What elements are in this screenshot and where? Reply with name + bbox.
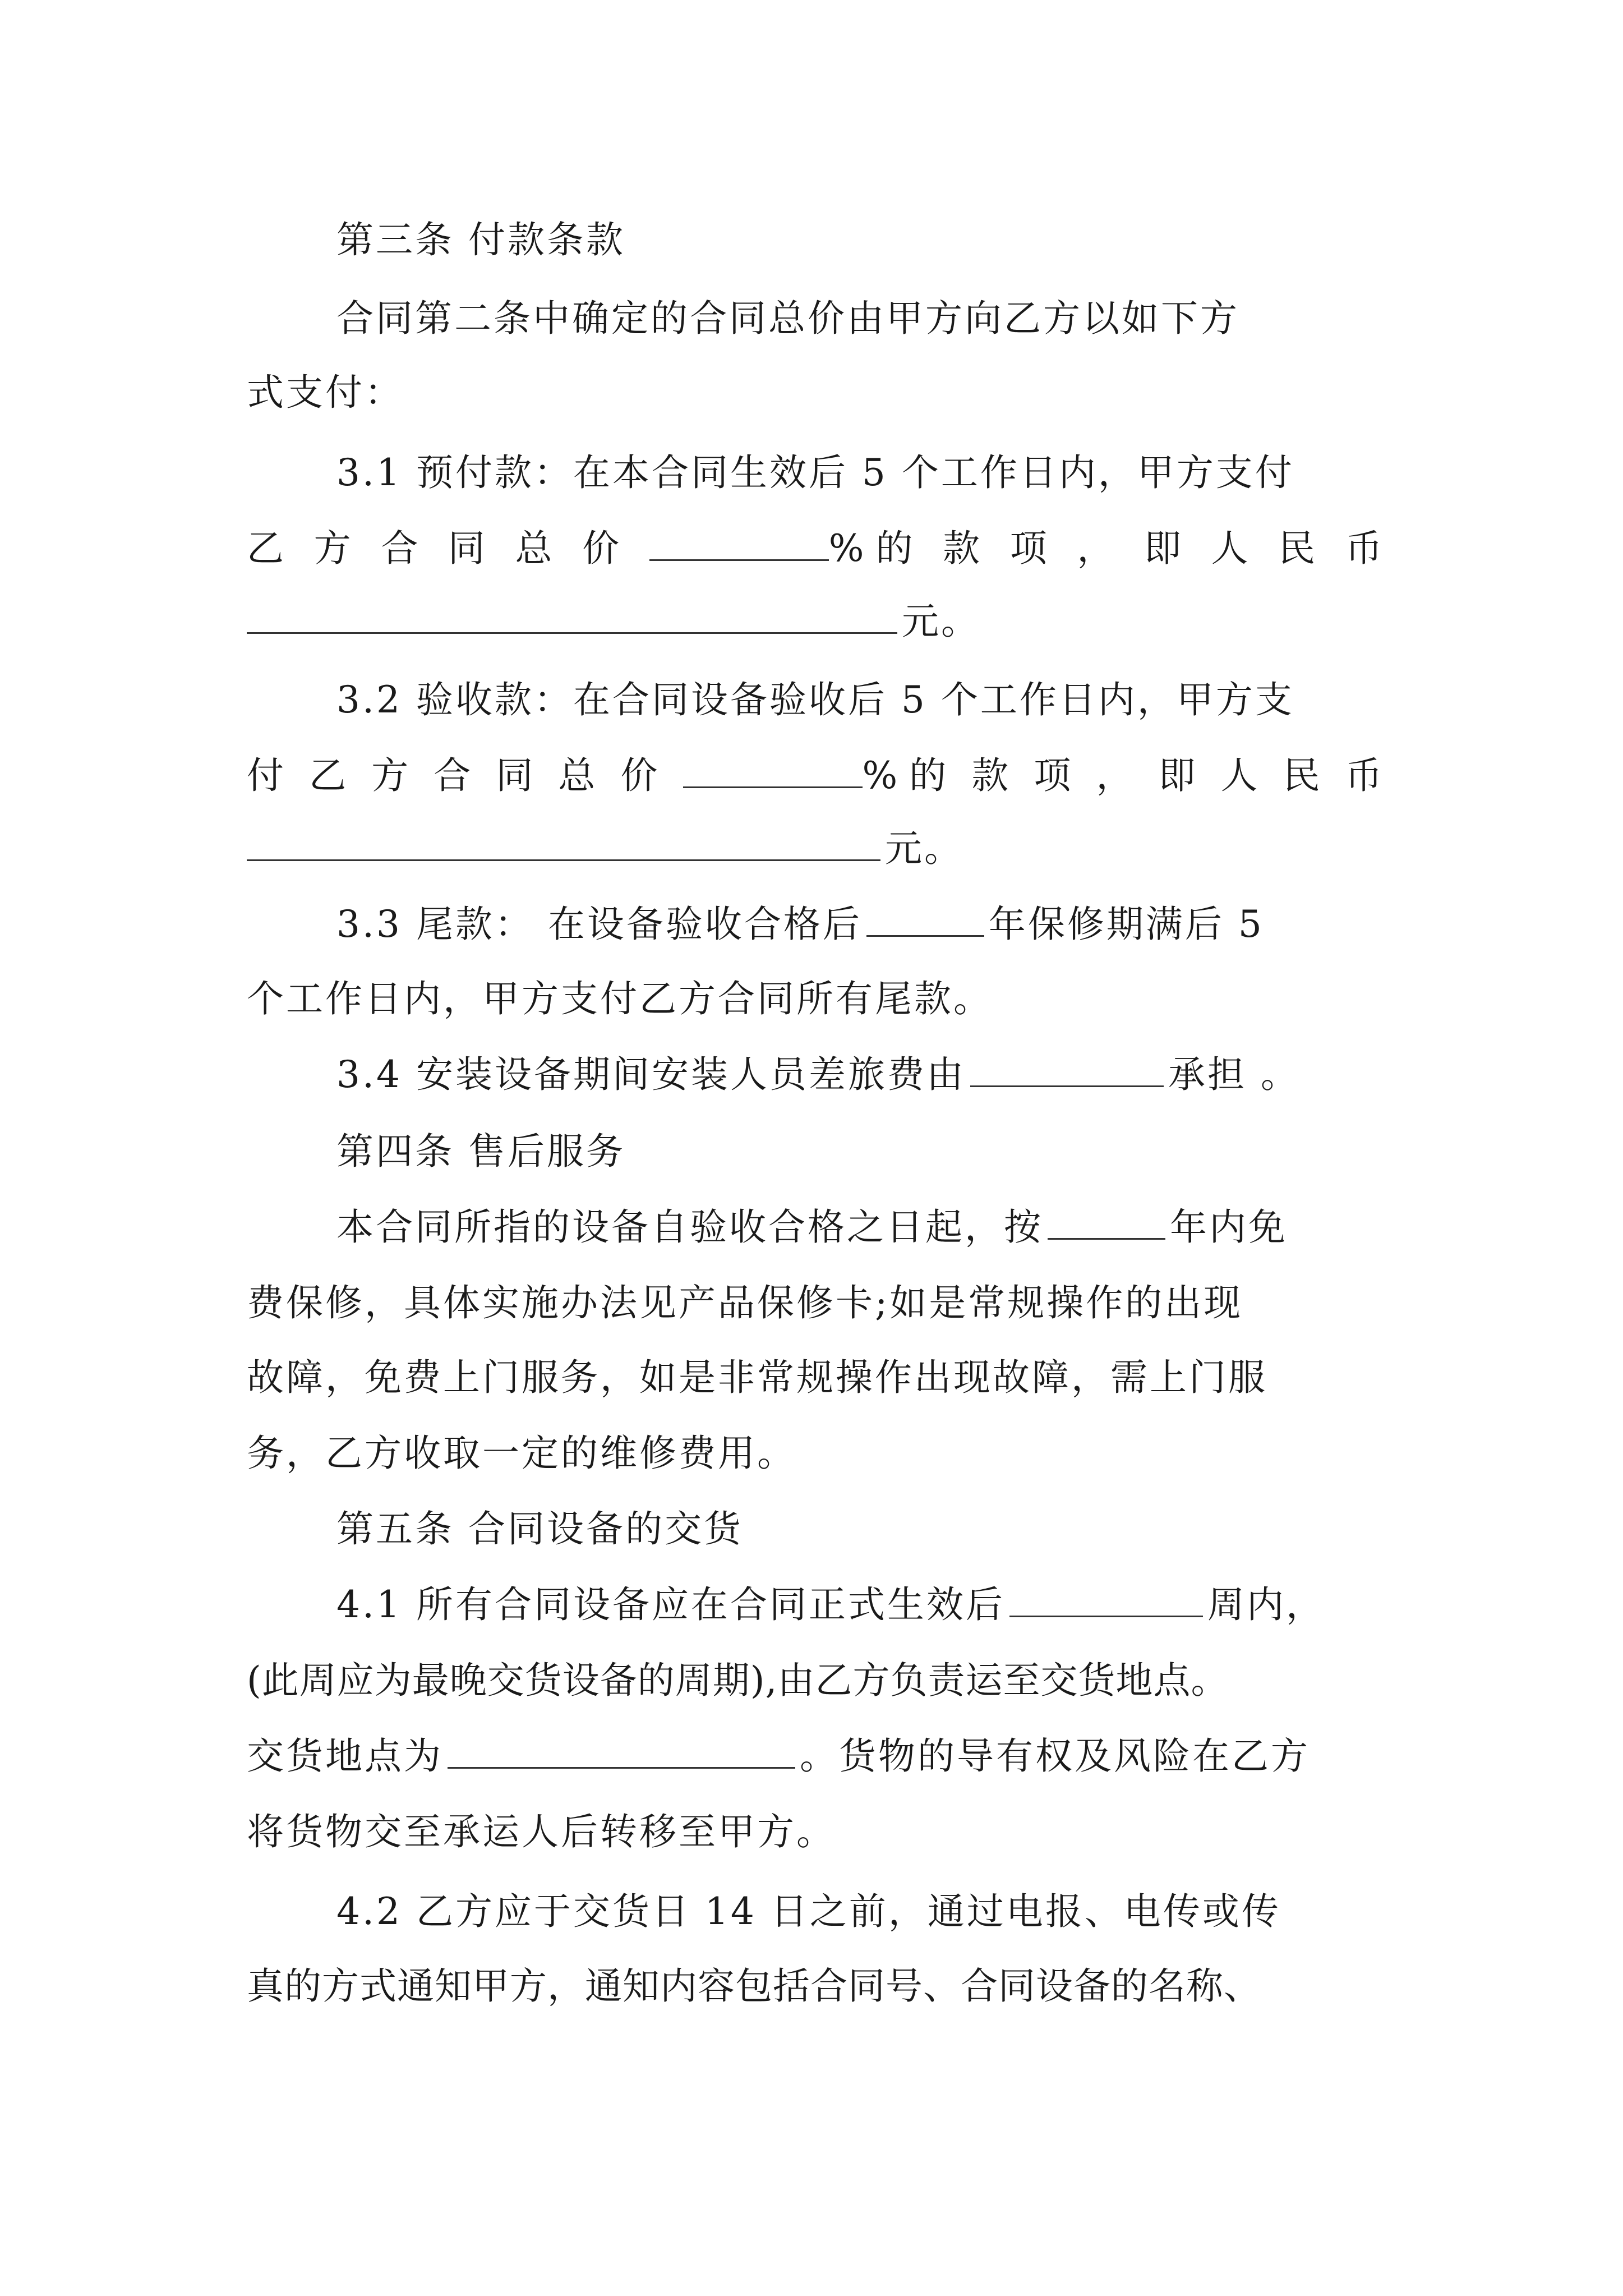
text-char: 民 bbox=[1283, 754, 1320, 797]
text-char: 方 bbox=[313, 527, 351, 570]
article-3-heading: 第三条 付款条款 bbox=[336, 218, 625, 261]
text-char: 同 bbox=[448, 527, 485, 570]
article-3-intro-line-2: 式支付： bbox=[247, 371, 404, 414]
text-part: 3.4 安装设备期间安装人员差旅费由 bbox=[336, 1053, 966, 1096]
text-char: 人 bbox=[1220, 754, 1258, 797]
clause-4-2-line-2: 真的方式通知甲方，通知内容包括合同号、合同设备的名称、 bbox=[247, 1964, 1261, 2008]
text-part: 4.1 所有合同设备应在合同正式生效后 bbox=[336, 1583, 1005, 1626]
percent-text: % 的 bbox=[862, 754, 947, 797]
clause-4-1-line-1 bbox=[336, 1578, 1382, 1632]
clause-3-3-line-2: 个工作日内，甲方支付乙方合同所有尾款。 bbox=[247, 977, 993, 1020]
text-char: 款 bbox=[971, 754, 1009, 797]
article-4-line-4: 务，乙方收取一定的维修费用。 bbox=[247, 1432, 796, 1475]
article-4-line-1 bbox=[336, 1200, 1382, 1254]
blank-amount-fill bbox=[247, 856, 880, 861]
text-part: 交货地点为 bbox=[247, 1734, 443, 1778]
text-char: ， bbox=[1077, 527, 1114, 570]
text-char: 乙 bbox=[309, 754, 347, 797]
clause-3-3-line-1 bbox=[336, 898, 1382, 951]
text-part: 本合同所指的设备自验收合格之日起，按 bbox=[336, 1205, 1043, 1249]
blank-amount-fill bbox=[247, 629, 897, 634]
yuan-text: 元。 bbox=[885, 827, 963, 870]
text-char: 总 bbox=[515, 527, 552, 570]
clause-3-2-line-2 bbox=[247, 749, 1382, 803]
text-char: 同 bbox=[496, 754, 533, 797]
text-char: 币 bbox=[1345, 527, 1382, 570]
clause-4-1-line-2: (此周应为最晚交货设备的周期),由乙方负责运至交货地点。 bbox=[247, 1659, 1229, 1702]
clause-3-2-line-3 bbox=[247, 822, 1382, 876]
clause-4-1-line-3 bbox=[247, 1729, 1382, 1783]
clause-3-4-line bbox=[336, 1048, 1382, 1102]
blank-location-fill bbox=[448, 1764, 795, 1769]
text-char: 价 bbox=[582, 527, 620, 570]
text-char: 即 bbox=[1144, 527, 1181, 570]
text-char: ， bbox=[1096, 754, 1133, 797]
text-part: 3.3 尾款： 在设备验收合格后 bbox=[336, 903, 862, 946]
text-char: 方 bbox=[371, 754, 409, 797]
clause-3-1-line-3 bbox=[247, 595, 1382, 648]
percent-text: % 的 bbox=[828, 527, 913, 570]
text-char: 合 bbox=[381, 527, 418, 570]
clause-3-1-line-2 bbox=[247, 522, 1382, 576]
text-char: 价 bbox=[620, 754, 658, 797]
clause-3-2-line-1: 3.2 验收款：在合同设备验收后 5 个工作日内，甲方支 bbox=[336, 678, 1294, 721]
text-part: 年内免 bbox=[1170, 1205, 1288, 1249]
article-3-intro-line-1: 合同第二条中确定的合同总价由甲方向乙方以如下方 bbox=[336, 297, 1239, 340]
article-4-line-2: 费保修，具体实施办法见产品保修卡;如是常规操作的出现 bbox=[247, 1281, 1243, 1324]
text-char: 乙 bbox=[247, 527, 284, 570]
blank-party-fill bbox=[970, 1082, 1164, 1087]
text-char: 总 bbox=[558, 754, 596, 797]
text-part: 承担 。 bbox=[1168, 1053, 1300, 1096]
article-5-heading: 第五条 合同设备的交货 bbox=[336, 1507, 743, 1550]
text-char: 合 bbox=[434, 754, 471, 797]
article-4-line-3: 故障，免费上门服务，如是非常规操作出现故障，需上门服 bbox=[247, 1356, 1267, 1399]
text-char: 项 bbox=[1009, 527, 1047, 570]
text-part: 周内， bbox=[1207, 1583, 1325, 1626]
blank-years-fill bbox=[866, 932, 984, 937]
blank-percent-fill bbox=[683, 749, 947, 803]
text-char: 人 bbox=[1211, 527, 1248, 570]
text-part: 年保修期满后 5 bbox=[988, 903, 1264, 946]
blank-percent-fill bbox=[649, 522, 913, 576]
text-char: 项 bbox=[1034, 754, 1071, 797]
text-char: 币 bbox=[1345, 754, 1382, 797]
yuan-text: 元。 bbox=[902, 600, 980, 643]
text-char: 民 bbox=[1278, 527, 1316, 570]
text-char: 即 bbox=[1158, 754, 1196, 797]
text-part: 。货物的导有权及风险在乙方 bbox=[800, 1734, 1310, 1778]
clause-3-1-line-1: 3.1 预付款：在本合同生效后 5 个工作日内，甲方支付 bbox=[336, 451, 1294, 494]
text-char: 付 bbox=[247, 754, 284, 797]
blank-years-fill bbox=[1048, 1235, 1165, 1240]
blank-weeks-fill bbox=[1009, 1612, 1203, 1617]
article-4-heading: 第四条 售后服务 bbox=[336, 1130, 625, 1173]
clause-4-1-line-4: 将货物交至承运人后转移至甲方。 bbox=[247, 1810, 836, 1853]
text-char: 款 bbox=[943, 527, 980, 570]
clause-4-2-line-1: 4.2 乙方应于交货日 14 日之前，通过电报、电传或传 bbox=[336, 1890, 1281, 1933]
